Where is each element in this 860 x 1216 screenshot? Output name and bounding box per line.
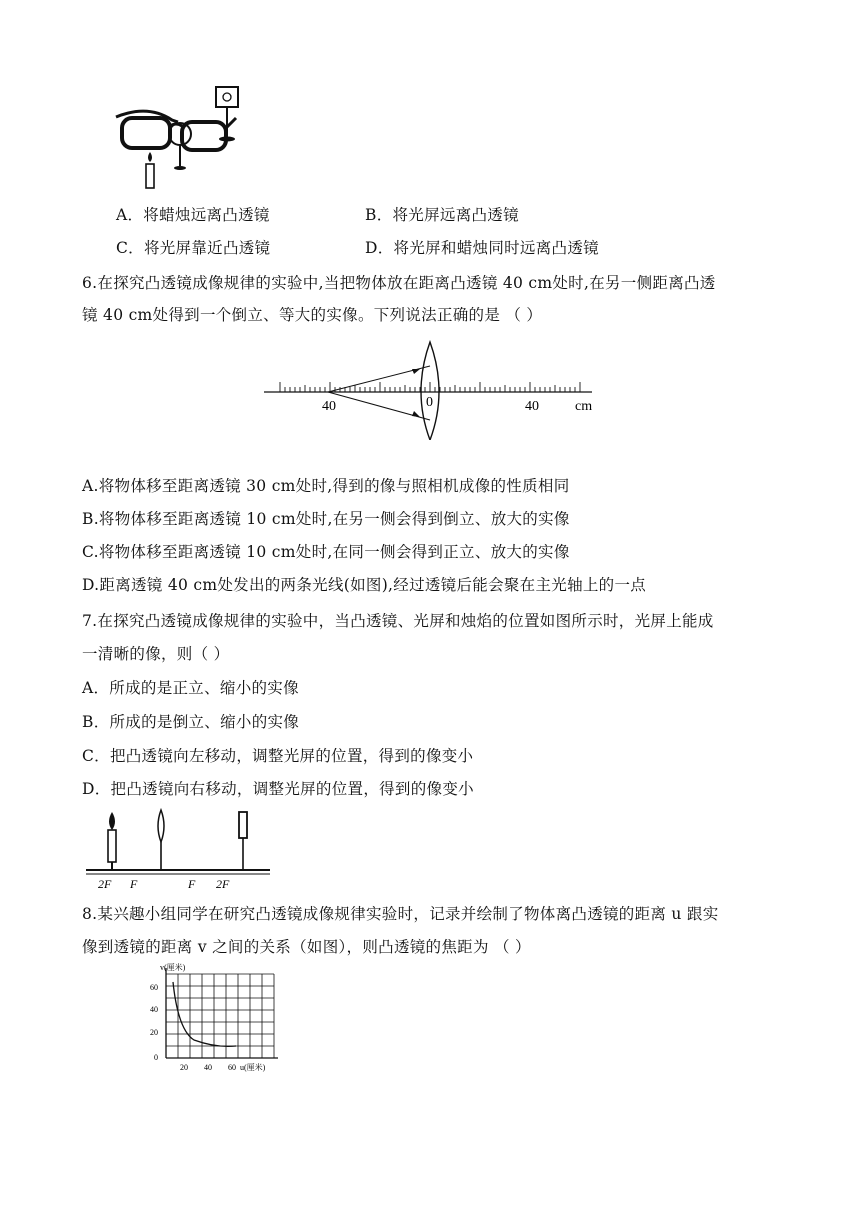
graph-ytick-60: 60 [150, 983, 158, 992]
ruler-label-zero: 0 [426, 395, 433, 410]
q8-stem-line1: 8.某兴趣小组同学在研究凸透镜成像规律实验时，记录并绘制了物体离凸透镜的距离 u 跟实 [82, 905, 719, 923]
graph-ytick-40: 40 [150, 1005, 158, 1014]
q7-option-d: D．把凸透镜向右移动，调整光屏的位置，得到的像变小 [82, 780, 474, 798]
bench-label-2f-right: 2F [216, 877, 230, 890]
bench-label-f-right: F [188, 877, 196, 890]
q6-stem-line2: 镜 40 cm处得到一个倒立、等大的实像。下列说法正确的是 （ ） [82, 306, 543, 324]
q7-option-c: C．把凸透镜向左移动，调整光屏的位置，得到的像变小 [82, 747, 474, 765]
q7-option-b: B．所成的是倒立、缩小的实像 [82, 713, 300, 731]
graph-ytick-0: 0 [154, 1053, 158, 1062]
graph-xtick-60: 60 [228, 1063, 236, 1072]
q5-option-a: A．将蜡烛远离凸透镜 [116, 206, 270, 224]
graph-ytick-20: 20 [150, 1028, 158, 1037]
q5-option-b: B．将光屏远离凸透镜 [365, 206, 519, 224]
q8-stem-line2: 像到透镜的距离 v 之间的关系（如图），则凸透镜的焦距为 （ ） [82, 938, 531, 956]
q6-option-c: C.将物体移至距离透镜 10 cm处时,在同一侧会得到正立、放大的实像 [82, 543, 570, 561]
q6-stem-line1: 6.在探究凸透镜成像规律的实验中,当把物体放在距离凸透镜 40 cm处时,在另一侧距离凸透 [82, 274, 716, 292]
ruler-label-40-left: 40 [322, 399, 336, 414]
graph-xtick-20: 20 [180, 1063, 188, 1072]
graph-xtick-40: 40 [204, 1063, 212, 1072]
uv-graph [146, 960, 288, 1076]
optical-bench-figure [84, 806, 274, 890]
ruler-label-40-right: 40 [525, 399, 539, 414]
q5-option-d: D．将光屏和蜡烛同时远离凸透镜 [365, 239, 599, 257]
lens-ruler-figure [262, 340, 602, 440]
ruler-label-unit: cm [575, 399, 593, 414]
graph-xlabel: u(厘米) [240, 1063, 266, 1072]
q7-stem-line1: 7.在探究凸透镜成像规律的实验中，当凸透镜、光屏和烛焰的位置如图所示时，光屏上能成 [82, 612, 714, 630]
q6-option-d: D.距离透镜 40 cm处发出的两条光线(如图),经过透镜后能会聚在主光轴上的一点 [82, 576, 647, 594]
q5-option-c: C．将光屏靠近凸透镜 [116, 239, 271, 257]
bench-label-2f-left: 2F [98, 877, 112, 890]
bench-label-f-left: F [130, 877, 138, 890]
q6-option-b: B.将物体移至距离透镜 10 cm处时,在另一侧会得到倒立、放大的实像 [82, 510, 570, 528]
q6-option-a: A.将物体移至距离透镜 30 cm处时,得到的像与照相机成像的性质相同 [82, 477, 570, 495]
q7-stem-line2: 一清晰的像，则（ ） [82, 645, 230, 663]
q7-option-a: A．所成的是正立、缩小的实像 [82, 679, 299, 697]
graph-ylabel: v(厘米) [160, 963, 186, 972]
glasses-lens-figure [108, 82, 248, 192]
